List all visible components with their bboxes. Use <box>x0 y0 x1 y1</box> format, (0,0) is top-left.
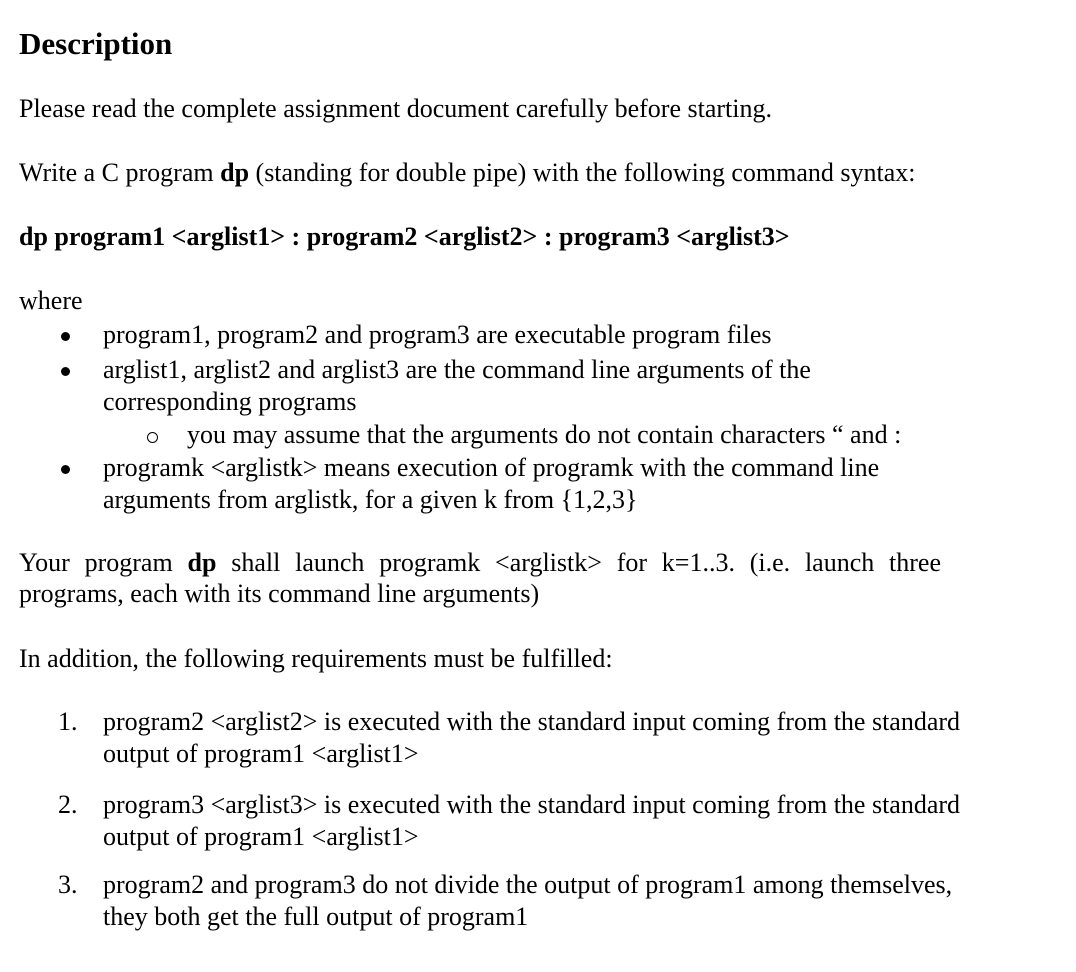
requirement-2-line1: program3 <arglist3> is executed with the standard input coming from the standard <box>103 790 961 819</box>
bullet-item-3-line2: arguments from arglistk, for a given k from {1,2,3} <box>103 485 638 514</box>
command-syntax: dp program1 <arglist1> : program2 <arglist2> : program3 <arglist3> <box>19 222 790 251</box>
launch-text-pre: Your program <box>19 548 188 577</box>
requirement-3-line2: they both get the full output of program1 <box>103 902 529 931</box>
bullet-item-2-line2: corresponding programs <box>103 387 357 416</box>
requirement-number: 3. <box>58 870 78 899</box>
bullet-icon <box>61 465 70 474</box>
bullet-item-1: program1, program2 and program3 are executable program files <box>103 320 772 349</box>
requirement-1-line2: output of program1 <arglist1> <box>103 739 419 768</box>
bullet-item-2-line1: arglist1, arglist2 and arglist3 are the command line arguments of the <box>103 355 811 384</box>
launch-paragraph-line1 <box>19 547 941 579</box>
requirement-2-line2: output of program1 <arglist1> <box>103 822 419 851</box>
requirement-1-line1: program2 <arglist2> is executed with the standard input coming from the standard <box>103 707 961 736</box>
task-paragraph <box>19 157 916 189</box>
sub-bullet-icon <box>147 432 158 443</box>
task-text-pre: Write a C program <box>19 158 221 187</box>
sub-bullet-item: you may assume that the arguments do not contain characters “ and : <box>187 420 902 449</box>
requirement-number: 1. <box>58 707 78 736</box>
requirement-number: 2. <box>58 790 78 819</box>
program-name: dp <box>187 548 217 577</box>
bullet-icon <box>61 332 70 341</box>
task-text-post: (standing for double pipe) with the following command syntax: <box>249 158 916 187</box>
bullet-item-3-line1: programk <arglistk> means execution of programk with the command line <box>103 453 880 482</box>
launch-paragraph-line2: programs, each with its command line arguments) <box>19 579 540 608</box>
requirements-intro: In addition, the following requirements must be fulfilled: <box>19 644 613 673</box>
launch-text-post: shall launch programk <arglistk> for k=1..3. (i.e. launch three <box>216 548 942 577</box>
page-title: Description <box>19 26 173 61</box>
bullet-icon <box>61 367 70 376</box>
program-name: dp <box>220 158 250 187</box>
requirement-3-line1: program2 and program3 do not divide the output of program1 among themselves, <box>103 870 953 899</box>
where-label: where <box>19 286 83 315</box>
intro-paragraph: Please read the complete assignment document carefully before starting. <box>19 94 772 123</box>
